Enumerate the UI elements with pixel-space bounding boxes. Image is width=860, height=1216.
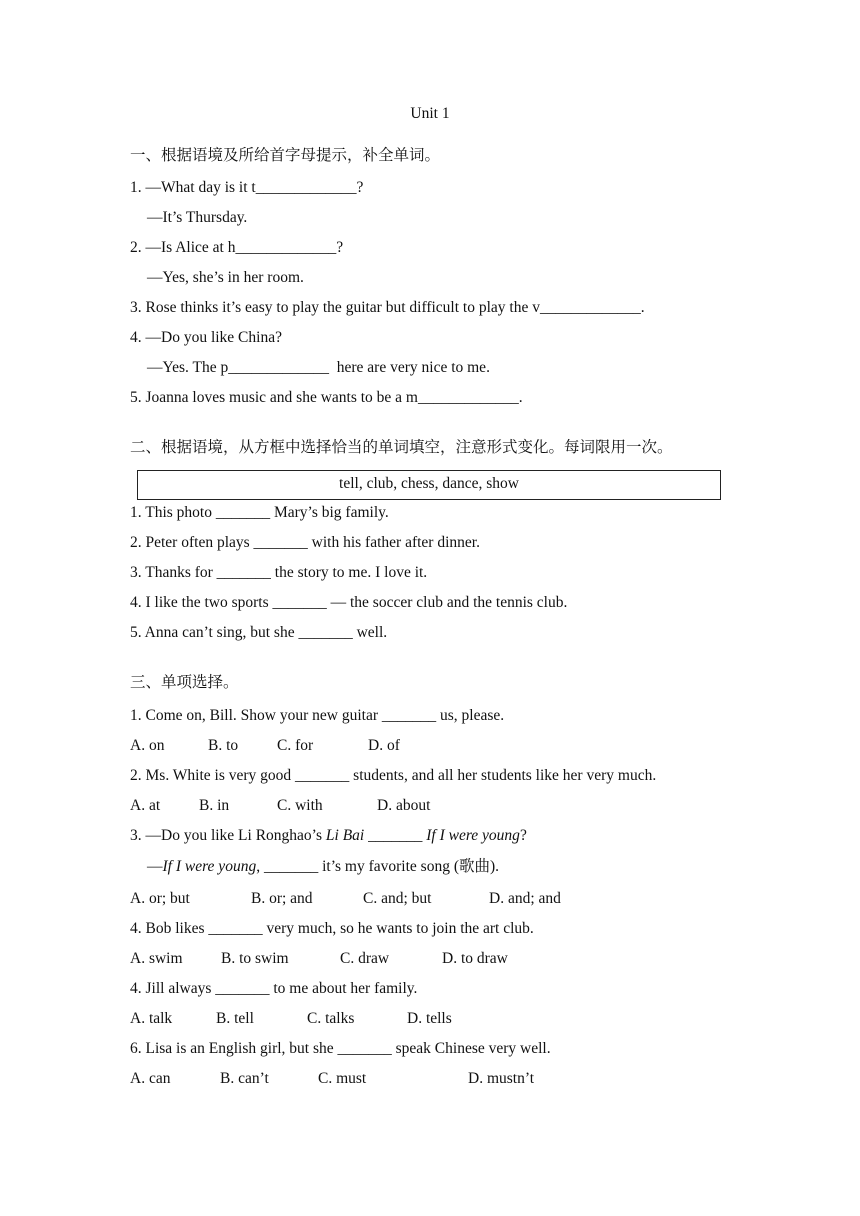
s2-line-5: 5. Anna can’t sing, but she _______ well. [130, 624, 388, 641]
s3-q4-option-c[interactable]: C. draw [340, 950, 390, 967]
s1-line-7: —Yes. The p_____________ here are very nice to me. [147, 359, 490, 376]
s3-q3-option-d[interactable]: D. and; and [489, 890, 561, 907]
s3-q5-option-a[interactable]: A. talk [130, 1010, 173, 1027]
s3-question-1: 1. Come on, Bill. Show your new guitar _______ us, please. [130, 707, 505, 724]
s3-q2-option-b[interactable]: B. in [199, 797, 230, 814]
s3-q3-option-c[interactable]: C. and; but [363, 890, 432, 907]
s3-q5-option-c[interactable]: C. talks [307, 1010, 355, 1027]
s2-line-2: 2. Peter often plays _______ with his father after dinner. [130, 534, 480, 551]
s3-q6-option-a[interactable]: A. can [130, 1070, 171, 1087]
s2-line-4: 4. I like the two sports _______ — the soccer club and the tennis club. [130, 594, 568, 611]
section3-heading: 三、单项选择。 [130, 674, 239, 691]
s3-q2-option-c[interactable]: C. with [277, 797, 323, 814]
word-box: tell, club, chess, dance, show [137, 470, 721, 500]
answer-blank[interactable]: _____________ [228, 359, 329, 376]
s3-q2-option-d[interactable]: D. about [377, 797, 431, 814]
answer-blank[interactable]: _____________ [235, 239, 337, 256]
s3-q1-option-c[interactable]: C. for [277, 737, 314, 754]
s3-q6-option-d[interactable]: D. mustn’t [468, 1070, 535, 1087]
answer-blank[interactable]: _____________ [255, 179, 357, 196]
s1-line-3: 2. —Is Alice at h_____________? [130, 239, 344, 256]
s3-q5-option-d[interactable]: D. tells [407, 1010, 452, 1027]
s3-q1-option-a[interactable]: A. on [130, 737, 165, 754]
s3-question-5: 4. Jill always _______ to me about her family. [130, 980, 418, 997]
s3-q3-option-a[interactable]: A. or; but [130, 890, 190, 907]
s3-q4-option-d[interactable]: D. to draw [442, 950, 508, 967]
s3-question-2: 2. Ms. White is very good _______ students, and all her students like her very much. [130, 767, 657, 784]
s1-line-2: —It’s Thursday. [147, 209, 248, 226]
s3-q4-option-b[interactable]: B. to swim [221, 950, 289, 967]
s3-q6-option-c[interactable]: C. must [318, 1070, 367, 1087]
s1-line-5: 3. Rose thinks it’s easy to play the guitar but difficult to play the v_____________. [130, 299, 645, 316]
section2-heading: 二、根据语境，从方框中选择恰当的单词填空，注意形式变化。每词限用一次。 [130, 439, 673, 456]
s2-line-3: 3. Thanks for _______ the story to me. I love it. [130, 564, 428, 581]
s3-q6-option-b[interactable]: B. can’t [220, 1070, 269, 1087]
s3-question-6: 6. Lisa is an English girl, but she _______ speak Chinese very well. [130, 1040, 551, 1057]
s2-line-1: 1. This photo _______ Mary’s big family. [130, 504, 389, 521]
s3-q1-option-b[interactable]: B. to [208, 737, 239, 754]
s3-question-3b: —If I were young, _______ it’s my favorite song (歌曲). [147, 858, 500, 875]
answer-blank[interactable]: _____________ [539, 299, 641, 316]
page-title: Unit 1 [410, 105, 450, 122]
s1-line-4: —Yes, she’s in her room. [147, 269, 304, 286]
section1-heading: 一、根据语境及所给首字母提示，补全单词。 [130, 147, 441, 164]
s3-question-4: 4. Bob likes _______ very much, so he wants to join the art club. [130, 920, 534, 937]
s3-q5-option-b[interactable]: B. tell [216, 1010, 254, 1027]
s1-line-1: 1. —What day is it t_____________? [130, 179, 364, 196]
s3-q1-option-d[interactable]: D. of [368, 737, 400, 754]
answer-blank[interactable]: _____________ [417, 389, 519, 406]
s3-q2-option-a[interactable]: A. at [130, 797, 161, 814]
s3-q4-option-a[interactable]: A. swim [130, 950, 183, 967]
s3-question-3a: 3. —Do you like Li Ronghao’s Li Bai _______ If I were young? [130, 827, 527, 844]
s1-line-8: 5. Joanna loves music and she wants to be a m_____________. [130, 389, 523, 406]
s3-q3-option-b[interactable]: B. or; and [251, 890, 313, 907]
s1-line-6: 4. —Do you like China? [130, 329, 282, 346]
